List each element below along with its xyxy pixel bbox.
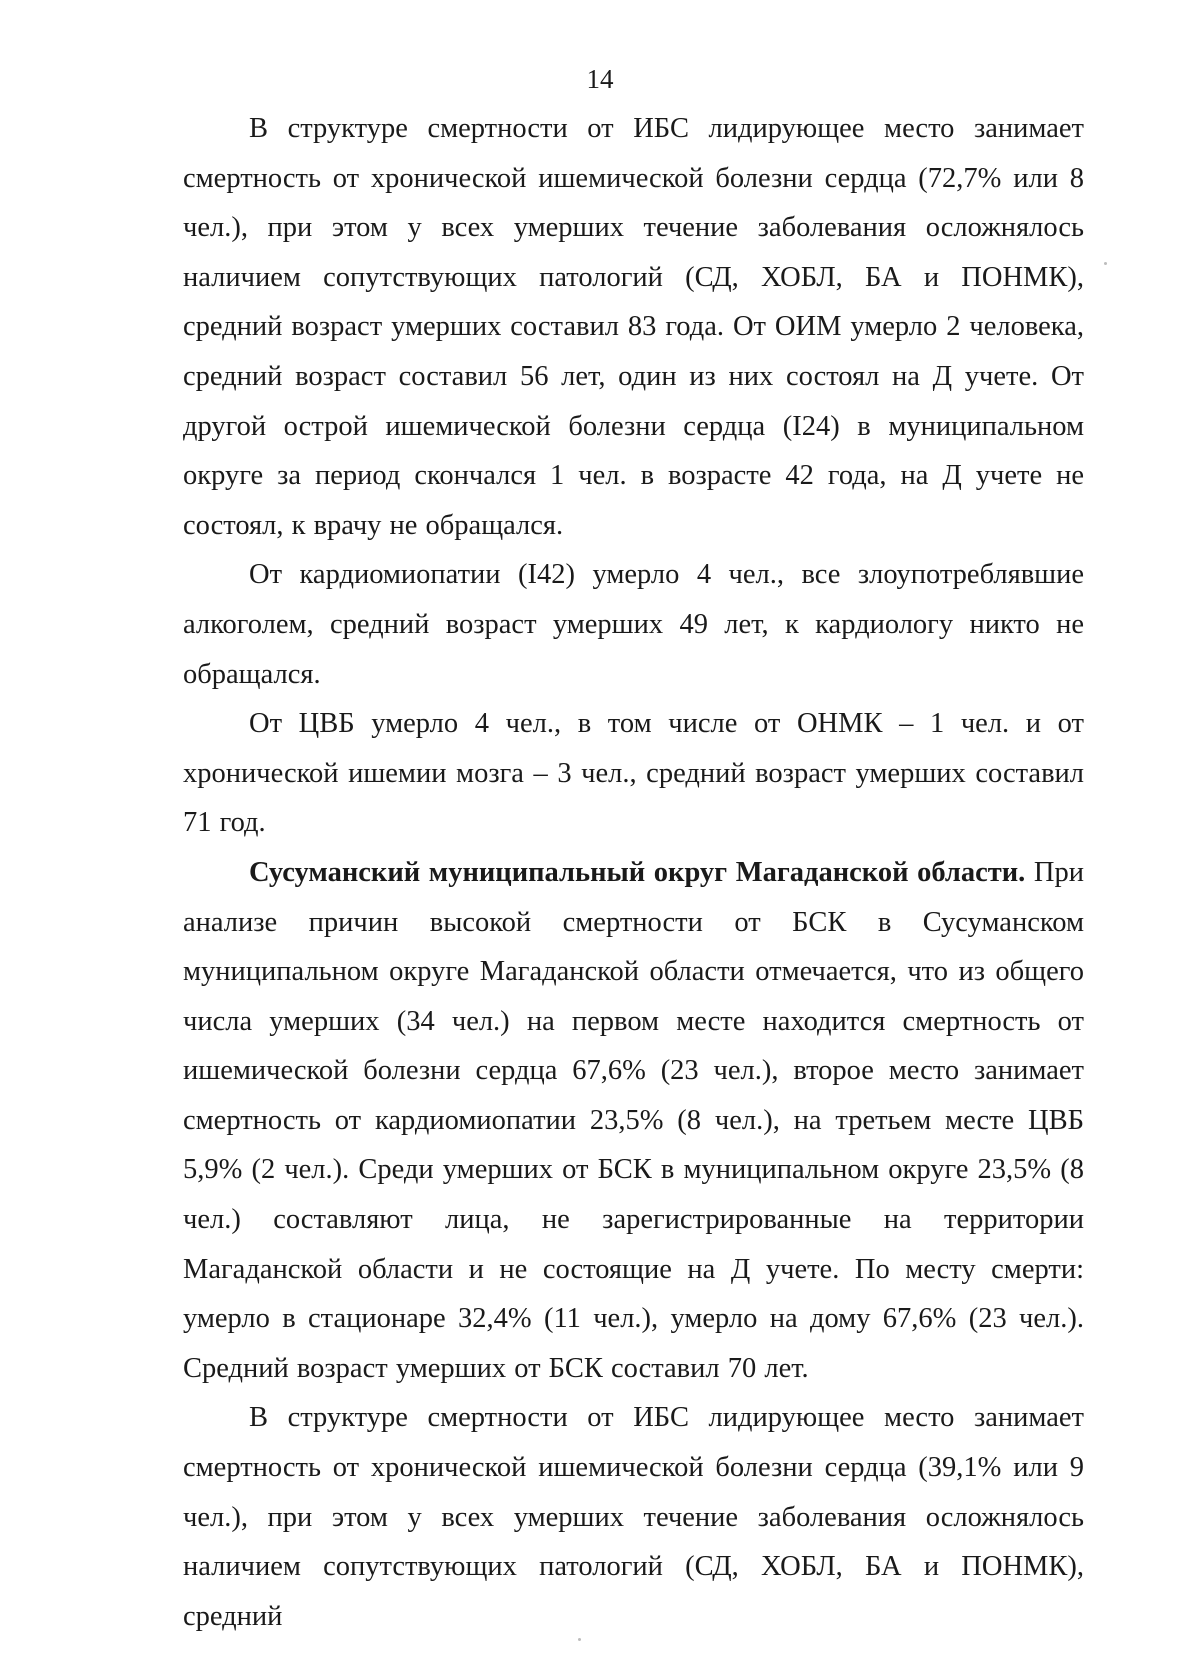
section-susuman [183,848,1084,1394]
document-body [183,104,1084,1641]
paragraph-ibs-structure-susuman: В структуре смертности от ИБС лидирующее место занимает смертность от хронической ишемической болезни сердца (39,1% или 9 чел.), при этом у всех умерших течение заболевания осложнялось наличием сопутствующих патологий (СД, ХОБЛ, БА и ПОНМК), средний [183,1402,1084,1632]
paragraph-cvd: От ЦВБ умерло 4 чел., в том числе от ОНМК – 1 чел. и от хронической ишемии мозга – 3 чел., средний возраст умерших составил 71 год. [183,708,1084,839]
paragraph-cardiomyopathy: От кардиомиопатии (I42) умерло 4 чел., все злоупотреблявшие алкоголем, средний возраст умерших 49 лет, к кардиологу никто не обращался. [183,559,1084,690]
section-text: При анализе причин высокой смертности от БСК в Сусуманском муниципальном округе Магаданской области отмечается, что из общего числа умерших (34 чел.) на первом месте находится смертность от ишемической болезни сердца 67,6% (23 чел.), второе место занимает смертность от кардиомиопатии 23,5% (8 чел.), на третьем месте ЦВБ 5,9% (2 чел.). Среди умерших от БСК в муниципальном округе 23,5% (8 чел.) составляют лица, не зарегистрированные на территории Магаданской области и не состоящие на Д учете. По месту смерти: умерло в стационаре 32,4% (11 чел.), умерло на дому 67,6% (23 чел.). Средний возраст умерших от БСК составил 70 лет. [183,856,1084,1384]
scan-speck [578,1638,581,1641]
page-number: 14 [586,64,614,94]
scan-speck [1104,262,1107,265]
section-heading: Сусуманский муниципальный округ Магаданской области. [249,856,1026,888]
paragraph-ibs-structure: В структуре смертности от ИБС лидирующее место занимает смертность от хронической ишемической болезни сердца (72,7% или 8 чел.), при этом у всех умерших течение заболевания осложнялось наличием сопутствующих патологий (СД, ХОБЛ, БА и ПОНМК), средний возраст умерших составил 83 года. От ОИМ умерло 2 человека, средний возраст составил 56 лет, один из них состоял на Д учете. От другой острой ишемической болезни сердца (I24) в муниципальном округе за период скончался 1 чел. в возрасте 42 года, на Д учете не состоял, к врачу не обращался. [183,113,1084,541]
